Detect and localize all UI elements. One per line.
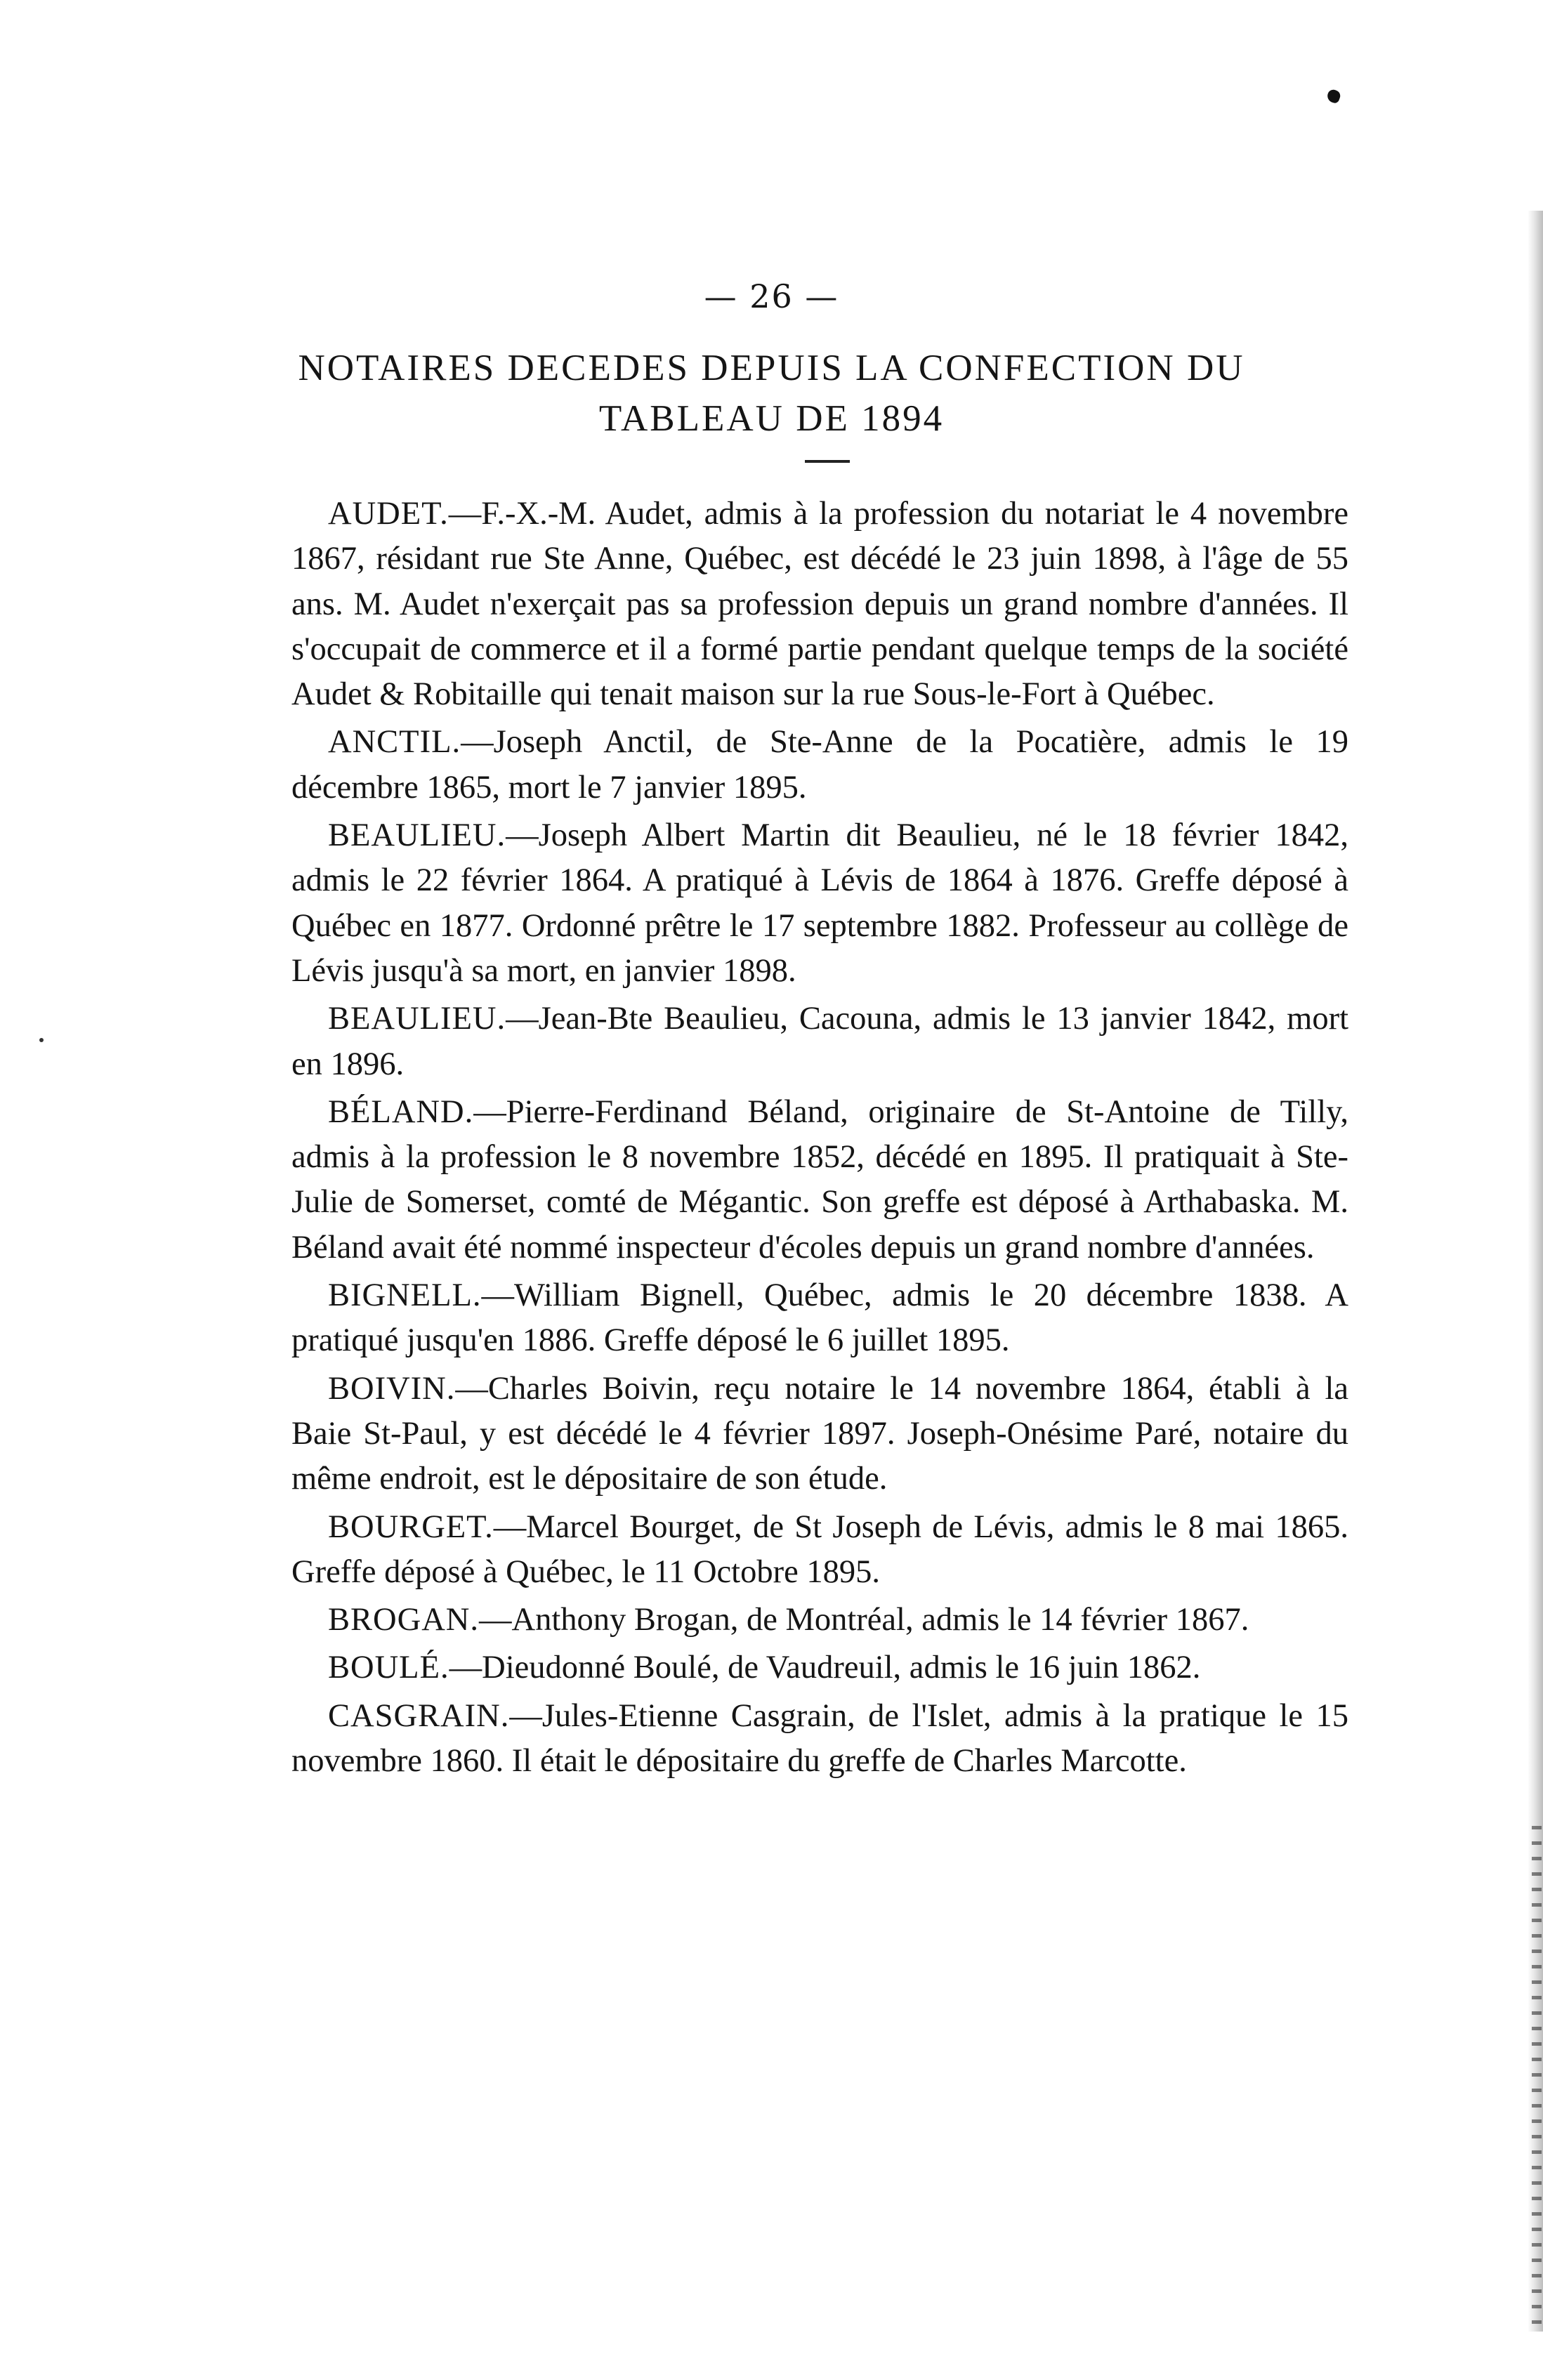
entry-text: —Dieudonné Boulé, de Vaudreuil, admis le 16 juin 1862. — [449, 1650, 1201, 1686]
entry-text: —Pierre-Ferdinand Béland, originaire de St-Antoine de Tilly, admis à la profession le 8 novembre 1852, décédé en 1895. Il pratiquait à Ste-Julie de Somerset, comté de Mégantic. Son greffe est déposé à Arthabaska. M. Béland avait été nommé inspecteur d'écoles depuis un grand nombre d'années. — [291, 1093, 1348, 1265]
entry-surname: ANCTIL. — [328, 724, 461, 761]
entry-surname: BIGNELL. — [328, 1277, 482, 1314]
entry-surname: BROGAN. — [328, 1602, 479, 1638]
heading-rule — [805, 460, 850, 463]
entry-text: —Jules-Etienne Casgrain, de l'Islet, admis à la pratique le 15 novembre 1860. Il était le dépositaire du greffe de Charles Marcotte. — [291, 1697, 1348, 1780]
entry-surname: BEAULIEU. — [328, 1001, 506, 1037]
ink-dot — [39, 1038, 44, 1042]
entry-surname: BOURGET. — [328, 1508, 494, 1545]
entry-text: —Anthony Brogan, de Montréal, admis le 14 février 1867. — [478, 1602, 1249, 1638]
entry-casgrain — [291, 1694, 1348, 1784]
entry-text: —Joseph Albert Martin dit Beaulieu, né le 18 février 1842, admis le 22 février 1864. A pratiqué à Lévis de 1864 à 1876. Greffe déposé à Québec en 1877. Ordonné prêtre le 17 septembre 1882. Professeur au collège de Lévis jusqu'à sa mort, en janvier 1898. — [291, 817, 1348, 989]
entry-anctil — [291, 720, 1348, 810]
entry-text: —William Bignell, Québec, admis le 20 décembre 1838. A pratiqué jusqu'en 1886. Greffe déposé le 6 juillet 1895. — [291, 1277, 1348, 1359]
entry-boivin — [291, 1367, 1348, 1502]
entries-list — [291, 492, 1348, 1787]
entry-beaulieu-jean — [291, 997, 1348, 1087]
entry-text: —Jean-Bte Beaulieu, Cacouna, admis le 13 janvier 1842, mort en 1896. — [291, 1001, 1348, 1082]
entry-beaulieu-joseph — [291, 813, 1348, 994]
entry-surname: BOULÉ. — [328, 1650, 449, 1686]
section-heading — [0, 343, 1543, 444]
entry-audet — [291, 492, 1348, 717]
entry-surname: CASGRAIN. — [328, 1697, 510, 1734]
entry-surname: BEAULIEU. — [328, 817, 506, 854]
entry-bignell — [291, 1273, 1348, 1364]
page-number: — 26 — — [704, 277, 839, 315]
entry-brogan — [291, 1598, 1348, 1643]
page-edge-marks — [1532, 1826, 1542, 2332]
entry-surname: AUDET. — [328, 496, 449, 532]
entry-surname: BOIVIN. — [328, 1370, 456, 1407]
ink-speck — [1325, 88, 1341, 104]
entry-text: —Charles Boivin, reçu notaire le 14 novembre 1864, établi à la Baie St-Paul, y est décédé le 4 février 1897. Joseph-Onésime Paré, notaire du même endroit, est le dépositaire de son étude. — [291, 1370, 1348, 1497]
section-heading-line-1: NOTAIRES DECEDES DEPUIS LA CONFECTION DU — [298, 348, 1245, 388]
entry-boule — [291, 1645, 1348, 1690]
entry-text: —Marcel Bourget, de St Joseph de Lévis, admis le 8 mai 1865. Greffe déposé à Québec, le 11 Octobre 1895. — [291, 1508, 1348, 1590]
entry-bourget — [291, 1505, 1348, 1596]
section-heading-line-2: TABLEAU DE 1894 — [598, 398, 945, 439]
entry-surname: BÉLAND. — [328, 1093, 474, 1130]
entry-text: —Joseph Anctil, de Ste-Anne de la Pocatière, admis le 19 décembre 1865, mort le 7 janvier 1895. — [291, 724, 1348, 806]
entry-text: —F.-X.-M. Audet, admis à la profession du notariat le 4 novembre 1867, résidant rue Ste Anne, Québec, est décédé le 23 juin 1898, à l'âge de 55 ans. M. Audet n'exerçait pas sa profession depuis un grand nombre d'années. Il s'occupait de commerce et il a formé partie pendant quelque temps de la société Audet & Robitaille qui tenait maison sur la rue Sous-le-Fort à Québec. — [291, 496, 1348, 713]
entry-beland — [291, 1090, 1348, 1270]
